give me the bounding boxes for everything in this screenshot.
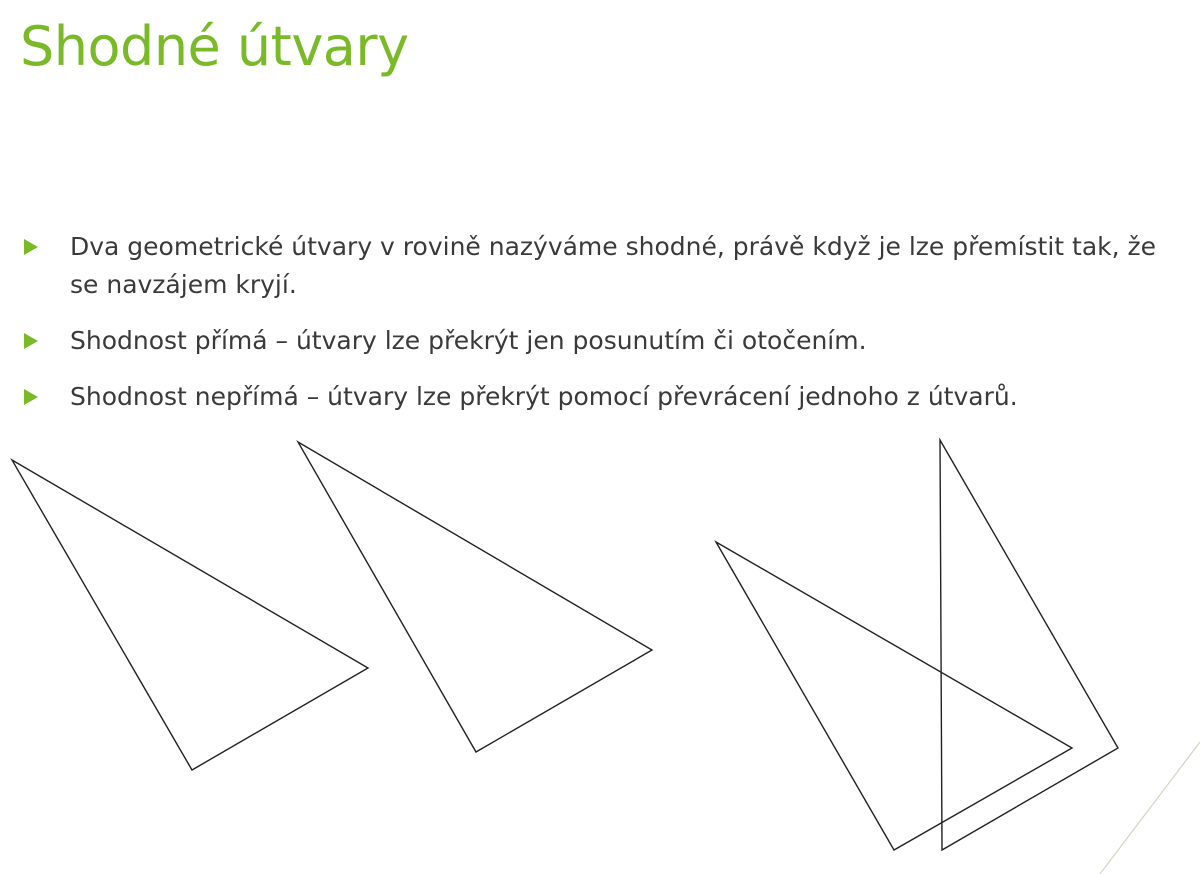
triangle-original xyxy=(12,460,368,770)
slide-title: Shodné útvary xyxy=(20,15,409,78)
bullet-text: Shodnost přímá – útvary lze překrýt jen posunutím či otočením. xyxy=(70,326,867,355)
decorative-accent-line xyxy=(1100,742,1200,874)
triangle-rotated xyxy=(716,542,1072,850)
bullet-text: Dva geometrické útvary v rovině nazýváme shodné, právě když je lze přemístit tak, že se navzájem kryjí. xyxy=(70,232,1157,299)
bullet-text: Shodnost nepřímá – útvary lze překrýt pomocí převrácení jednoho z útvarů. xyxy=(70,382,1018,411)
triangle-translated xyxy=(298,442,652,752)
triangle-reflected xyxy=(940,440,1118,850)
